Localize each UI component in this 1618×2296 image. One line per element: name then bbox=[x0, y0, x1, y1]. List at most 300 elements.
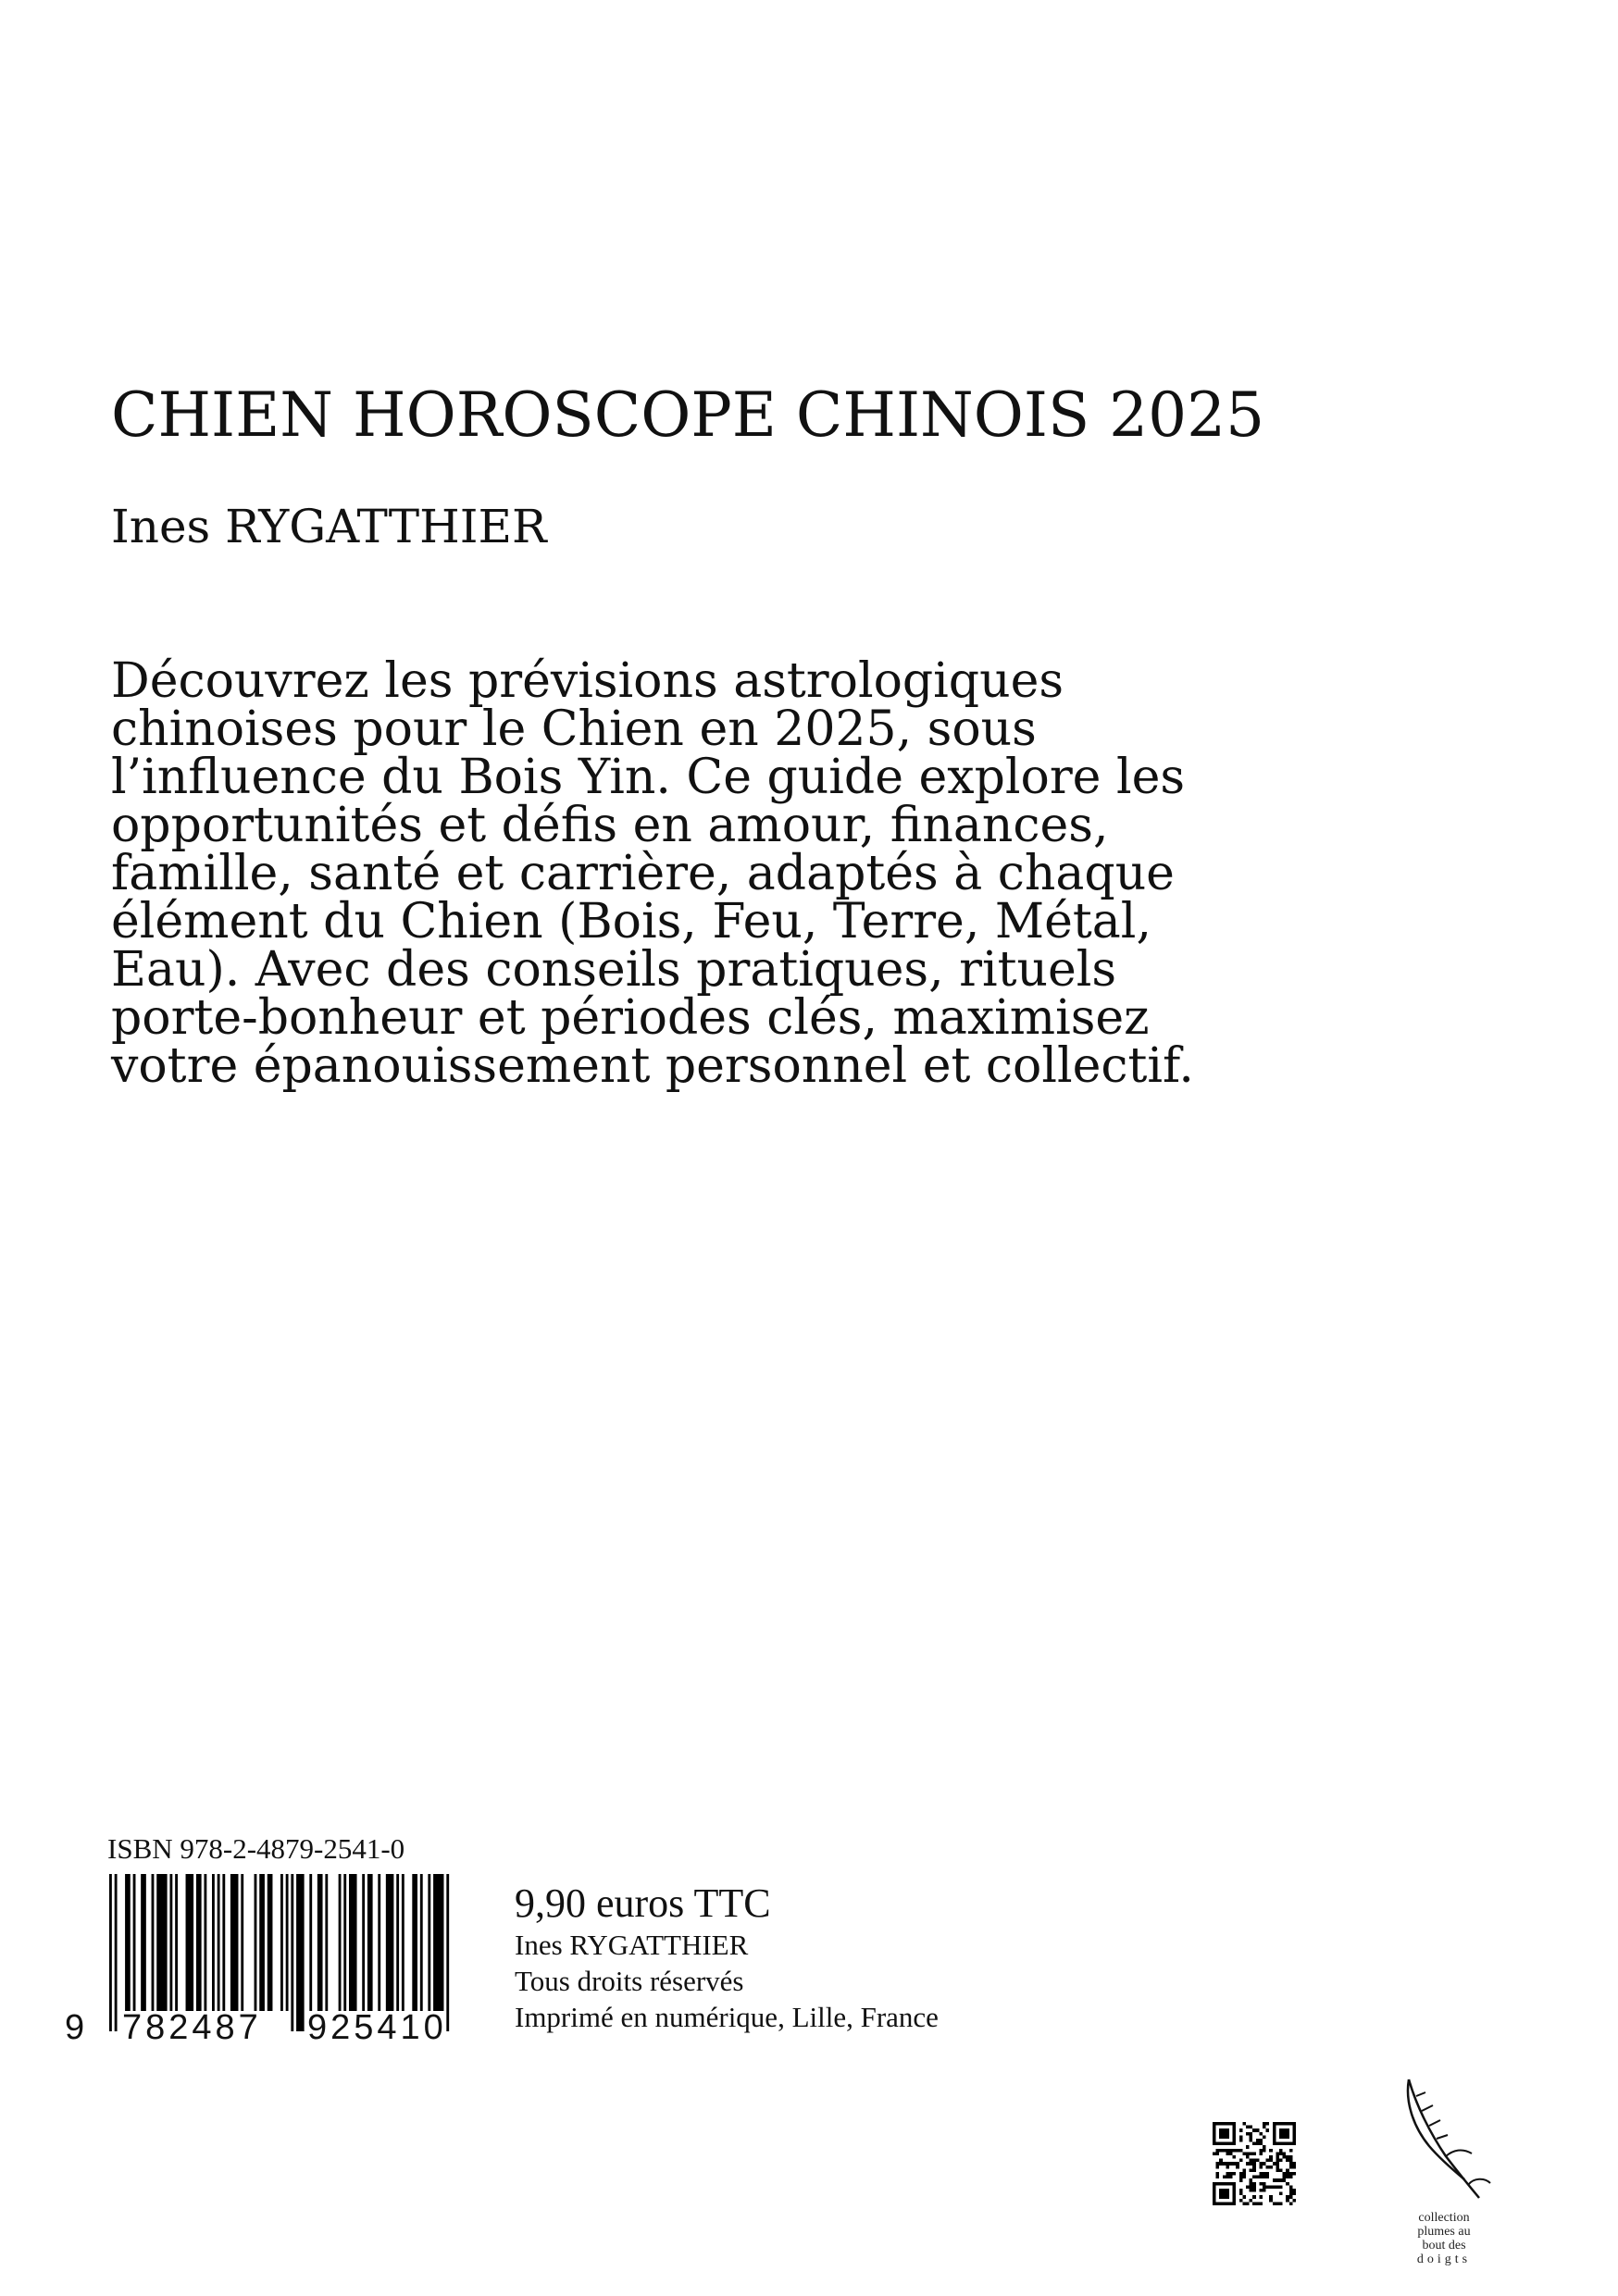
qr-module bbox=[1259, 2202, 1263, 2205]
qr-module bbox=[1259, 2152, 1263, 2155]
qr-module bbox=[1226, 2166, 1229, 2169]
qr-module bbox=[1233, 2122, 1237, 2126]
qr-module bbox=[1226, 2202, 1229, 2205]
qr-module bbox=[1286, 2182, 1289, 2186]
qr-module bbox=[1213, 2139, 1216, 2142]
qr-module bbox=[1283, 2172, 1287, 2176]
qr-module bbox=[1239, 2159, 1243, 2163]
qr-module bbox=[1233, 2126, 1237, 2129]
qr-module bbox=[1213, 2192, 1216, 2196]
qr-module bbox=[1233, 2192, 1237, 2196]
qr-module bbox=[1242, 2176, 1246, 2179]
qr-module bbox=[1252, 2166, 1256, 2169]
qr-module bbox=[1292, 2189, 1296, 2192]
qr-module bbox=[1279, 2132, 1283, 2136]
barcode-bar bbox=[109, 1874, 112, 2031]
barcode-bar bbox=[152, 1874, 155, 2011]
qr-module bbox=[1252, 2159, 1256, 2163]
qr-module bbox=[1213, 2182, 1216, 2186]
qr-module bbox=[1273, 2178, 1276, 2182]
qr-module bbox=[1233, 2128, 1237, 2132]
barcode-bar bbox=[428, 1874, 430, 2011]
logo-line-3: bout des bbox=[1422, 2239, 1466, 2253]
qr-module bbox=[1226, 2149, 1229, 2153]
qr-module bbox=[1273, 2162, 1276, 2166]
qr-module bbox=[1250, 2159, 1253, 2163]
qr-module bbox=[1286, 2168, 1289, 2172]
barcode-bar bbox=[433, 1874, 443, 2011]
qr-module bbox=[1263, 2176, 1266, 2179]
qr-module bbox=[1226, 2128, 1229, 2132]
qr-module bbox=[1250, 2189, 1253, 2192]
qr-module bbox=[1269, 2166, 1273, 2169]
qr-module bbox=[1286, 2172, 1289, 2176]
qr-module bbox=[1286, 2199, 1289, 2203]
qr-module bbox=[1279, 2178, 1283, 2182]
qr-module bbox=[1213, 2126, 1216, 2129]
qr-module bbox=[1266, 2159, 1270, 2163]
imprint-block bbox=[515, 1880, 939, 2035]
barcode-bar bbox=[396, 1874, 399, 2011]
qr-module bbox=[1233, 2155, 1237, 2159]
qr-module bbox=[1219, 2189, 1223, 2192]
qr-module bbox=[1266, 2166, 1270, 2169]
qr-module bbox=[1250, 2185, 1253, 2189]
qr-module bbox=[1259, 2142, 1263, 2146]
qr-module bbox=[1289, 2122, 1293, 2126]
blurb-line: chinoises pour le Chien en 2025, sous bbox=[111, 701, 1037, 757]
qr-module bbox=[1273, 2139, 1276, 2142]
barcode-bar bbox=[212, 1874, 215, 2011]
qr-module bbox=[1213, 2152, 1216, 2155]
qr-module bbox=[1213, 2199, 1216, 2203]
qr-module bbox=[1286, 2159, 1289, 2163]
qr-module bbox=[1250, 2178, 1253, 2182]
qr-module bbox=[1226, 2152, 1229, 2155]
barcode-bar bbox=[291, 1874, 293, 2031]
qr-module bbox=[1269, 2149, 1273, 2153]
qr-module bbox=[1219, 2192, 1223, 2196]
qr-module bbox=[1252, 2182, 1256, 2186]
qr-module bbox=[1256, 2139, 1260, 2142]
qr-module bbox=[1229, 2176, 1233, 2179]
qr-module bbox=[1252, 2152, 1256, 2155]
barcode-digits-right: 925410 bbox=[307, 2008, 447, 2047]
qr-module bbox=[1289, 2192, 1293, 2196]
qr-module bbox=[1250, 2135, 1253, 2139]
qr-module bbox=[1216, 2149, 1220, 2153]
qr-module bbox=[1223, 2189, 1226, 2192]
barcode-bar bbox=[241, 1874, 243, 2011]
qr-module bbox=[1279, 2185, 1283, 2189]
qr-module bbox=[1226, 2132, 1229, 2136]
qr-module bbox=[1233, 2199, 1237, 2203]
qr-module bbox=[1292, 2172, 1296, 2176]
qr-module bbox=[1239, 2139, 1243, 2142]
blurb-line: Découvrez les prévisions astrologiques bbox=[111, 653, 1064, 709]
rights-notice: Tous droits réservés bbox=[515, 1965, 744, 1997]
qr-module bbox=[1276, 2152, 1279, 2155]
qr-module bbox=[1242, 2195, 1246, 2199]
barcode-bar bbox=[339, 1874, 342, 2011]
qr-module bbox=[1269, 2199, 1273, 2203]
qr-module bbox=[1289, 2159, 1293, 2163]
qr-module bbox=[1233, 2132, 1237, 2136]
qr-module bbox=[1276, 2122, 1279, 2126]
qr-module bbox=[1292, 2192, 1296, 2196]
qr-module bbox=[1279, 2149, 1283, 2153]
qr-module bbox=[1259, 2176, 1263, 2179]
qr-module bbox=[1273, 2202, 1276, 2205]
qr-module bbox=[1246, 2132, 1250, 2136]
qr-module bbox=[1233, 2182, 1237, 2186]
qr-module bbox=[1289, 2176, 1293, 2179]
qr-module bbox=[1292, 2135, 1296, 2139]
qr-module bbox=[1250, 2162, 1253, 2166]
qr-module bbox=[1289, 2166, 1293, 2169]
qr-module bbox=[1233, 2185, 1237, 2189]
isbn-label: ISBN 978-2-4879-2541-0 bbox=[107, 1832, 405, 1865]
qr-module bbox=[1239, 2192, 1243, 2196]
qr-module bbox=[1219, 2135, 1223, 2139]
qr-module bbox=[1256, 2128, 1260, 2132]
qr-module bbox=[1236, 2166, 1239, 2169]
qr-module bbox=[1239, 2172, 1243, 2176]
qr-module bbox=[1286, 2142, 1289, 2146]
qr-module bbox=[1219, 2132, 1223, 2136]
qr-module bbox=[1213, 2132, 1216, 2136]
qr-module bbox=[1276, 2178, 1279, 2182]
imprint-author: Ines RYGATTHIER bbox=[515, 1929, 749, 1961]
qr-module bbox=[1219, 2128, 1223, 2132]
barcode-bar bbox=[259, 1874, 265, 2011]
qr-module bbox=[1239, 2178, 1243, 2182]
printing-notice: Imprimé en numérique, Lille, France bbox=[515, 2001, 939, 2033]
qr-module bbox=[1242, 2172, 1246, 2176]
qr-module bbox=[1292, 2128, 1296, 2132]
qr-module bbox=[1259, 2189, 1263, 2192]
qr-module bbox=[1286, 2176, 1289, 2179]
qr-module bbox=[1216, 2152, 1220, 2155]
qr-module bbox=[1239, 2199, 1243, 2203]
qr-module bbox=[1223, 2149, 1226, 2153]
qr-module bbox=[1289, 2142, 1293, 2146]
qr-module bbox=[1250, 2126, 1253, 2129]
barcode-bar bbox=[230, 1874, 239, 2011]
qr-module bbox=[1216, 2142, 1220, 2146]
collection-logo-text bbox=[1370, 2211, 1518, 2266]
qr-module bbox=[1283, 2128, 1287, 2132]
blurb-line: famille, santé et carrière, adaptés à chaque bbox=[111, 846, 1175, 901]
qr-module bbox=[1242, 2168, 1246, 2172]
qr-module bbox=[1283, 2122, 1287, 2126]
qr-module bbox=[1292, 2139, 1296, 2142]
qr-module bbox=[1213, 2195, 1216, 2199]
barcode-bar bbox=[255, 1874, 257, 2011]
qr-module bbox=[1276, 2159, 1279, 2163]
qr-module bbox=[1239, 2135, 1243, 2139]
qr-module bbox=[1289, 2172, 1293, 2176]
qr-module bbox=[1229, 2142, 1233, 2146]
qr-module bbox=[1259, 2172, 1263, 2176]
qr-module bbox=[1216, 2202, 1220, 2205]
qr-module bbox=[1216, 2166, 1220, 2169]
qr-module bbox=[1283, 2135, 1287, 2139]
blurb-line: élément du Chien (Bois, Feu, Terre, Métal, bbox=[111, 894, 1151, 949]
qr-module bbox=[1226, 2176, 1229, 2179]
qr-module bbox=[1246, 2145, 1250, 2149]
qr-module bbox=[1263, 2189, 1266, 2192]
qr-module bbox=[1252, 2176, 1256, 2179]
qr-module bbox=[1219, 2195, 1223, 2199]
qr-module bbox=[1216, 2162, 1220, 2166]
qr-module bbox=[1256, 2142, 1260, 2146]
qr-module bbox=[1263, 2122, 1266, 2126]
barcode-bar bbox=[286, 1874, 289, 2011]
barcode-bar bbox=[412, 1874, 417, 2011]
barcode-digits-left: 782487 bbox=[122, 2008, 262, 2047]
qr-module bbox=[1273, 2185, 1276, 2189]
qr-module bbox=[1292, 2126, 1296, 2129]
qr-module bbox=[1219, 2149, 1223, 2153]
qr-module bbox=[1229, 2149, 1233, 2153]
qr-module bbox=[1279, 2128, 1283, 2132]
qr-module bbox=[1283, 2178, 1287, 2182]
book-title: CHIEN HOROSCOPE CHINOIS 2025 bbox=[111, 379, 1265, 451]
barcode-bar bbox=[268, 1874, 273, 2011]
barcode-bar bbox=[218, 1874, 220, 2011]
qr-module bbox=[1292, 2162, 1296, 2166]
qr-module bbox=[1292, 2199, 1296, 2203]
qr-module bbox=[1259, 2132, 1263, 2136]
qr-module bbox=[1229, 2162, 1233, 2166]
qr-module bbox=[1273, 2142, 1276, 2146]
qr-module bbox=[1259, 2182, 1263, 2186]
qr-module bbox=[1273, 2132, 1276, 2136]
qr-module bbox=[1250, 2168, 1253, 2172]
feather-logo-graphic bbox=[1388, 2068, 1500, 2207]
qr-module bbox=[1226, 2162, 1229, 2166]
qr-module bbox=[1223, 2192, 1226, 2196]
qr-module bbox=[1226, 2142, 1229, 2146]
qr-module bbox=[1229, 2202, 1233, 2205]
qr-module bbox=[1223, 2132, 1226, 2136]
qr-module bbox=[1276, 2155, 1279, 2159]
qr-module bbox=[1219, 2122, 1223, 2126]
qr-module bbox=[1259, 2166, 1263, 2169]
barcode-bar bbox=[309, 1874, 312, 2011]
qr-module bbox=[1216, 2176, 1220, 2179]
blurb-line: l’influence du Bois Yin. Ce guide explore les bbox=[111, 750, 1186, 805]
qr-module bbox=[1276, 2202, 1279, 2205]
qr-module bbox=[1239, 2176, 1243, 2179]
qr-module bbox=[1279, 2192, 1283, 2196]
qr-module bbox=[1226, 2182, 1229, 2186]
barcode-bar bbox=[349, 1874, 357, 2011]
qr-module bbox=[1213, 2202, 1216, 2205]
qr-module bbox=[1276, 2166, 1279, 2169]
barcode-bar bbox=[204, 1874, 206, 2011]
qr-module bbox=[1273, 2128, 1276, 2132]
barcode-bar bbox=[296, 1874, 305, 2031]
qr-module bbox=[1263, 2145, 1266, 2149]
qr-module bbox=[1219, 2159, 1223, 2163]
qr-module bbox=[1279, 2122, 1283, 2126]
qr-module bbox=[1266, 2122, 1270, 2126]
qr-module bbox=[1246, 2185, 1250, 2189]
qr-module bbox=[1276, 2185, 1279, 2189]
qr-module bbox=[1223, 2142, 1226, 2146]
qr-module bbox=[1263, 2162, 1266, 2166]
qr-module bbox=[1279, 2142, 1283, 2146]
qr-module bbox=[1250, 2132, 1253, 2136]
barcode-bar bbox=[169, 1874, 172, 2011]
qr-module bbox=[1279, 2135, 1283, 2139]
qr-module bbox=[1223, 2176, 1226, 2179]
barcode-bar bbox=[175, 1874, 178, 2011]
qr-module bbox=[1223, 2122, 1226, 2126]
qr-module bbox=[1266, 2172, 1270, 2176]
qr-module bbox=[1250, 2182, 1253, 2186]
barcode-digit-first: 9 bbox=[65, 2008, 85, 2047]
qr-module bbox=[1279, 2202, 1283, 2205]
qr-module bbox=[1286, 2195, 1289, 2199]
qr-module bbox=[1229, 2152, 1233, 2155]
book-author: Ines RYGATTHIER bbox=[111, 500, 547, 553]
qr-module bbox=[1246, 2155, 1250, 2159]
qr-module bbox=[1263, 2185, 1266, 2189]
barcode-bar bbox=[378, 1874, 380, 2011]
barcode-bar bbox=[317, 1874, 323, 2011]
qr-module bbox=[1259, 2139, 1263, 2142]
barcode-bar bbox=[141, 1874, 146, 2011]
qr-module bbox=[1252, 2142, 1256, 2146]
logo-line-2: plumes au bbox=[1417, 2225, 1471, 2239]
qr-module bbox=[1250, 2199, 1253, 2203]
qr-module bbox=[1233, 2172, 1237, 2176]
qr-module bbox=[1256, 2159, 1260, 2163]
barcode-bar bbox=[386, 1874, 394, 2011]
qr-module bbox=[1279, 2168, 1283, 2172]
qr-module bbox=[1269, 2185, 1273, 2189]
barcode-bar bbox=[325, 1874, 328, 2011]
qr-module bbox=[1219, 2182, 1223, 2186]
qr-module bbox=[1236, 2162, 1239, 2166]
barcode-bar bbox=[343, 1874, 346, 2011]
qr-module bbox=[1292, 2166, 1296, 2169]
qr-module bbox=[1292, 2132, 1296, 2136]
barcode-bar bbox=[402, 1874, 404, 2011]
logo-line-4: doigts bbox=[1416, 2253, 1472, 2266]
qr-module bbox=[1239, 2128, 1243, 2132]
qr-module bbox=[1213, 2185, 1216, 2189]
qr-module bbox=[1223, 2202, 1226, 2205]
qr-module bbox=[1286, 2122, 1289, 2126]
qr-module bbox=[1276, 2162, 1279, 2166]
qr-module bbox=[1223, 2195, 1226, 2199]
qr-module bbox=[1269, 2159, 1273, 2163]
qr-module bbox=[1233, 2135, 1237, 2139]
qr-module bbox=[1252, 2185, 1256, 2189]
qr-module bbox=[1239, 2149, 1243, 2153]
qr-module bbox=[1286, 2155, 1289, 2159]
qr-module bbox=[1246, 2162, 1250, 2166]
qr-module bbox=[1263, 2172, 1266, 2176]
blurb-line: porte-bonheur et périodes clés, maximisez bbox=[111, 990, 1150, 1046]
qr-module bbox=[1273, 2135, 1276, 2139]
qr-module bbox=[1266, 2176, 1270, 2179]
barcode-bar bbox=[367, 1874, 373, 2011]
qr-module bbox=[1289, 2195, 1293, 2199]
qr-module bbox=[1263, 2182, 1266, 2186]
price: 9,90 euros TTC bbox=[515, 1880, 771, 1926]
qr-module bbox=[1213, 2189, 1216, 2192]
qr-module bbox=[1233, 2149, 1237, 2153]
qr-module bbox=[1259, 2149, 1263, 2153]
qr-module bbox=[1226, 2192, 1229, 2196]
qr-module bbox=[1242, 2152, 1246, 2155]
blurb-line: votre épanouissement personnel et collectif. bbox=[111, 1038, 1194, 1094]
qr-module bbox=[1233, 2202, 1237, 2205]
blurb-line: Eau). Avec des conseils pratiques, rituels bbox=[111, 942, 1117, 998]
qr-module bbox=[1229, 2172, 1233, 2176]
qr-module bbox=[1292, 2142, 1296, 2146]
qr-module bbox=[1263, 2135, 1266, 2139]
qr-module bbox=[1292, 2122, 1296, 2126]
barcode-bar bbox=[280, 1874, 283, 2011]
qr-module bbox=[1283, 2155, 1287, 2159]
qr-module bbox=[1283, 2152, 1287, 2155]
qr-module bbox=[1289, 2155, 1293, 2159]
barcode-bar bbox=[420, 1874, 423, 2011]
qr-module bbox=[1283, 2176, 1287, 2179]
qr-module bbox=[1266, 2128, 1270, 2132]
qr-module bbox=[1252, 2168, 1256, 2172]
qr-module bbox=[1223, 2162, 1226, 2166]
qr-module bbox=[1223, 2182, 1226, 2186]
qr-module bbox=[1226, 2122, 1229, 2126]
qr-module bbox=[1226, 2195, 1229, 2199]
qr-module bbox=[1283, 2132, 1287, 2136]
barcode-bar bbox=[196, 1874, 202, 2011]
qr-module bbox=[1252, 2189, 1256, 2192]
qr-module bbox=[1226, 2189, 1229, 2192]
qr-module bbox=[1242, 2202, 1246, 2205]
qr-module bbox=[1213, 2135, 1216, 2139]
qr-module bbox=[1286, 2135, 1289, 2139]
qr-code-icon bbox=[1213, 2122, 1296, 2205]
qr-module bbox=[1252, 2195, 1256, 2199]
qr-module bbox=[1233, 2195, 1237, 2199]
qr-module bbox=[1273, 2122, 1276, 2126]
qr-module bbox=[1263, 2126, 1266, 2129]
qr-module bbox=[1252, 2202, 1256, 2205]
qr-module bbox=[1289, 2185, 1293, 2189]
qr-module bbox=[1279, 2152, 1283, 2155]
qr-module bbox=[1246, 2152, 1250, 2155]
qr-module bbox=[1259, 2195, 1263, 2199]
qr-module bbox=[1226, 2172, 1229, 2176]
qr-module bbox=[1250, 2152, 1253, 2155]
qr-module bbox=[1286, 2128, 1289, 2132]
qr-module bbox=[1263, 2149, 1266, 2153]
qr-module bbox=[1283, 2142, 1287, 2146]
qr-module bbox=[1269, 2155, 1273, 2159]
qr-module bbox=[1219, 2162, 1223, 2166]
qr-module bbox=[1273, 2126, 1276, 2129]
qr-module bbox=[1256, 2202, 1260, 2205]
qr-module bbox=[1213, 2128, 1216, 2132]
